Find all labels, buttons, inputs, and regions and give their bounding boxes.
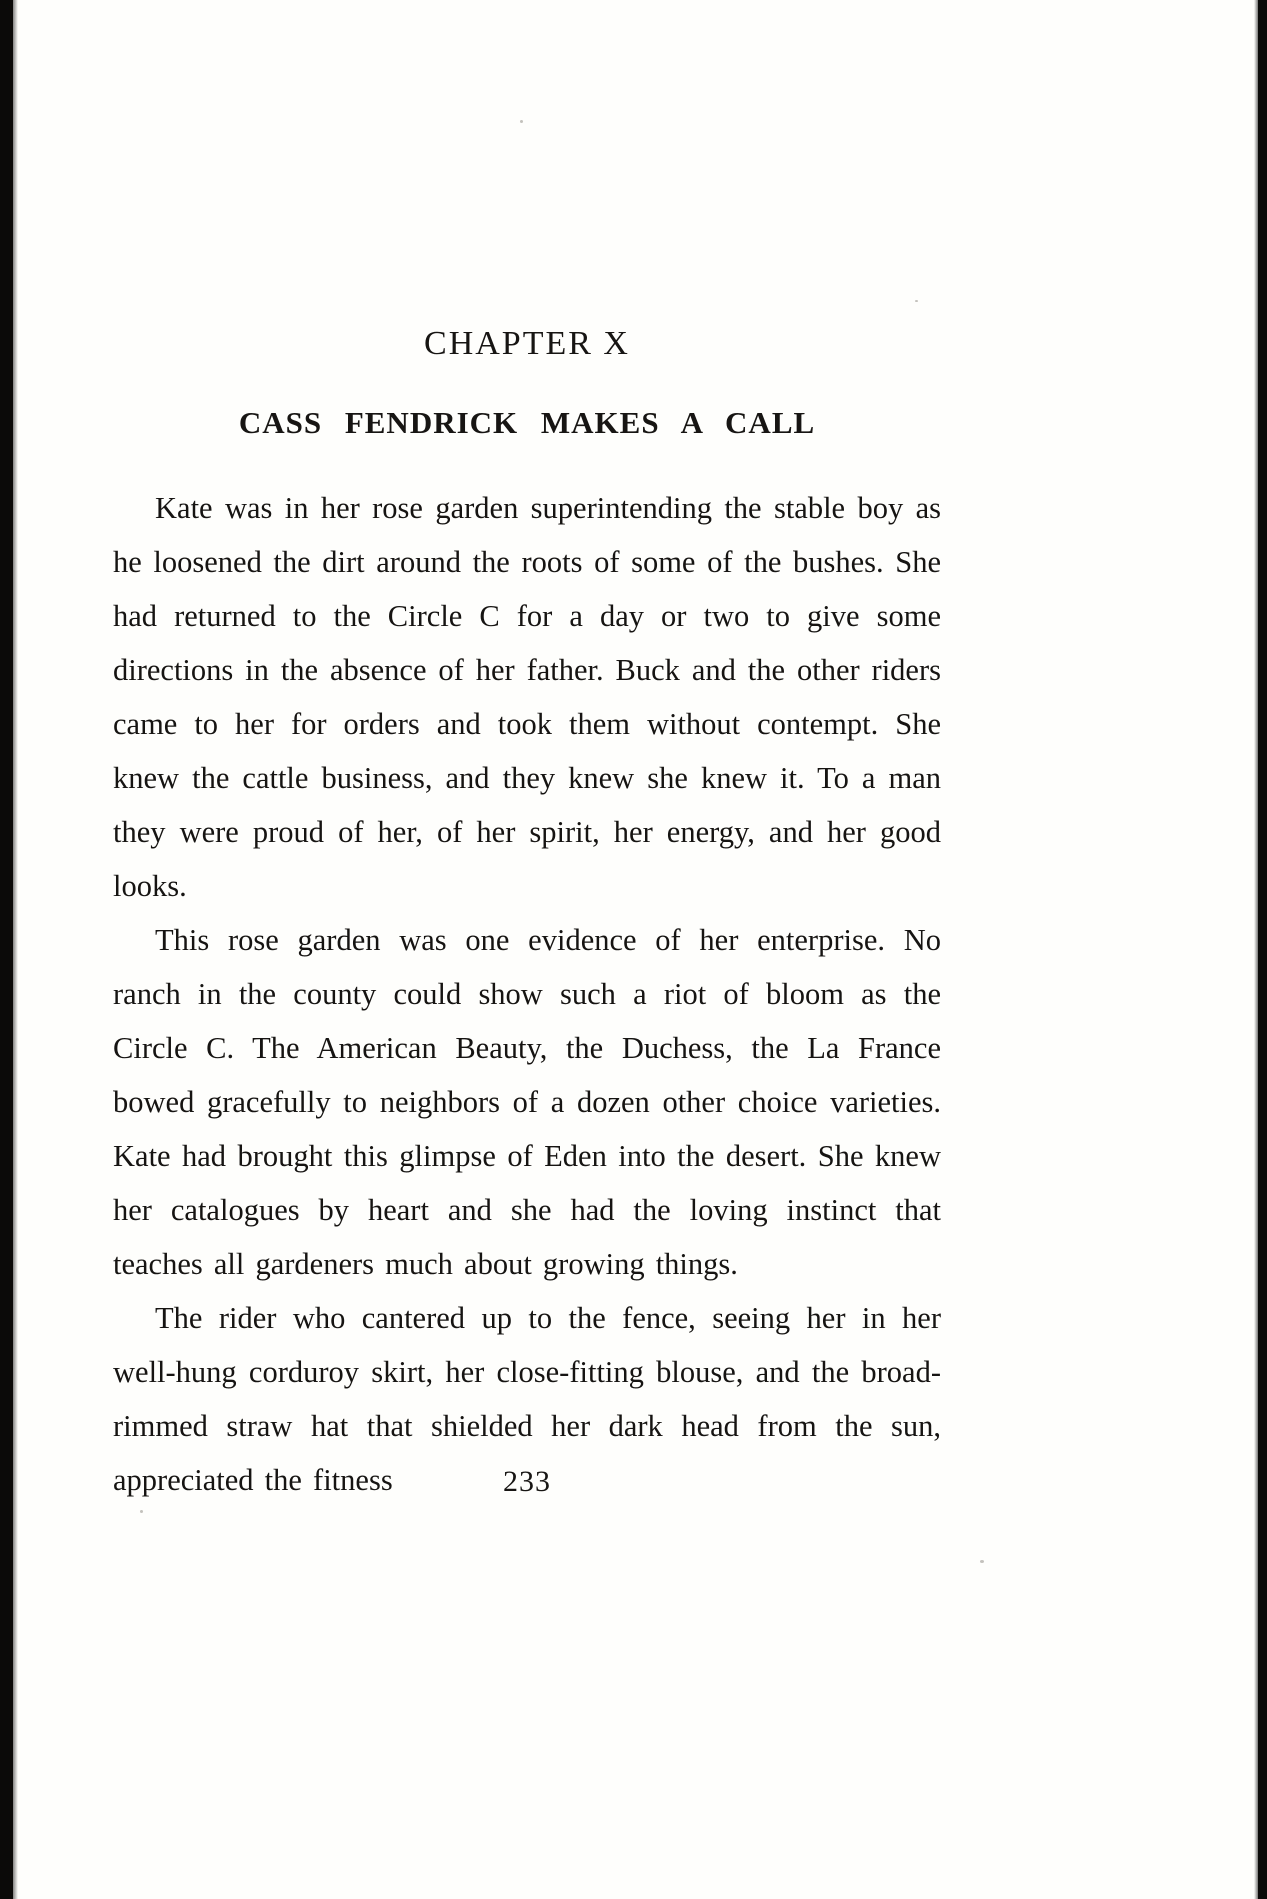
- paragraph: The rider who cantered up to the fence, seeing her in her well-hung corduroy skirt, her close-fitting blouse, and the broad-rimmed straw hat that shielded her dark head from the sun, appreciated the fitness: [113, 1301, 941, 1497]
- scan-speck: [980, 1560, 984, 1563]
- paragraph: Kate was in her rose garden superintending the stable boy as he loosened the dirt around the roots of some of the bushes. She had returned to the Circle C for a day or two to give some directions in the absence of her father. Buck and the other riders came to her for orders and took them without contempt. She knew the cattle business, and they knew she knew it. To a man they were proud of her, of her spirit, her energy, and her good looks.: [113, 491, 941, 903]
- scan-edge-left: [0, 0, 13, 1899]
- paragraph: This rose garden was one evidence of her enterprise. No ranch in the county could show such a riot of bloom as the Circle C. The American Beauty, the Duchess, the La France bowed gracefully to neighbors of a dozen other choice varieties. Kate had brought this glimpse of Eden into the desert. She knew her catalogues by heart and she had the loving instinct that teaches all gardeners much about growing things.: [113, 923, 941, 1281]
- scan-edge-right: [1258, 0, 1267, 1899]
- scan-speck: [140, 1510, 143, 1513]
- chapter-title: CASS FENDRICK MAKES A CALL: [238, 405, 816, 440]
- chapter-heading: CHAPTER X: [424, 325, 630, 362]
- body-text: [113, 481, 941, 1507]
- page-content: [113, 0, 941, 1507]
- page-number: 233: [503, 1465, 551, 1498]
